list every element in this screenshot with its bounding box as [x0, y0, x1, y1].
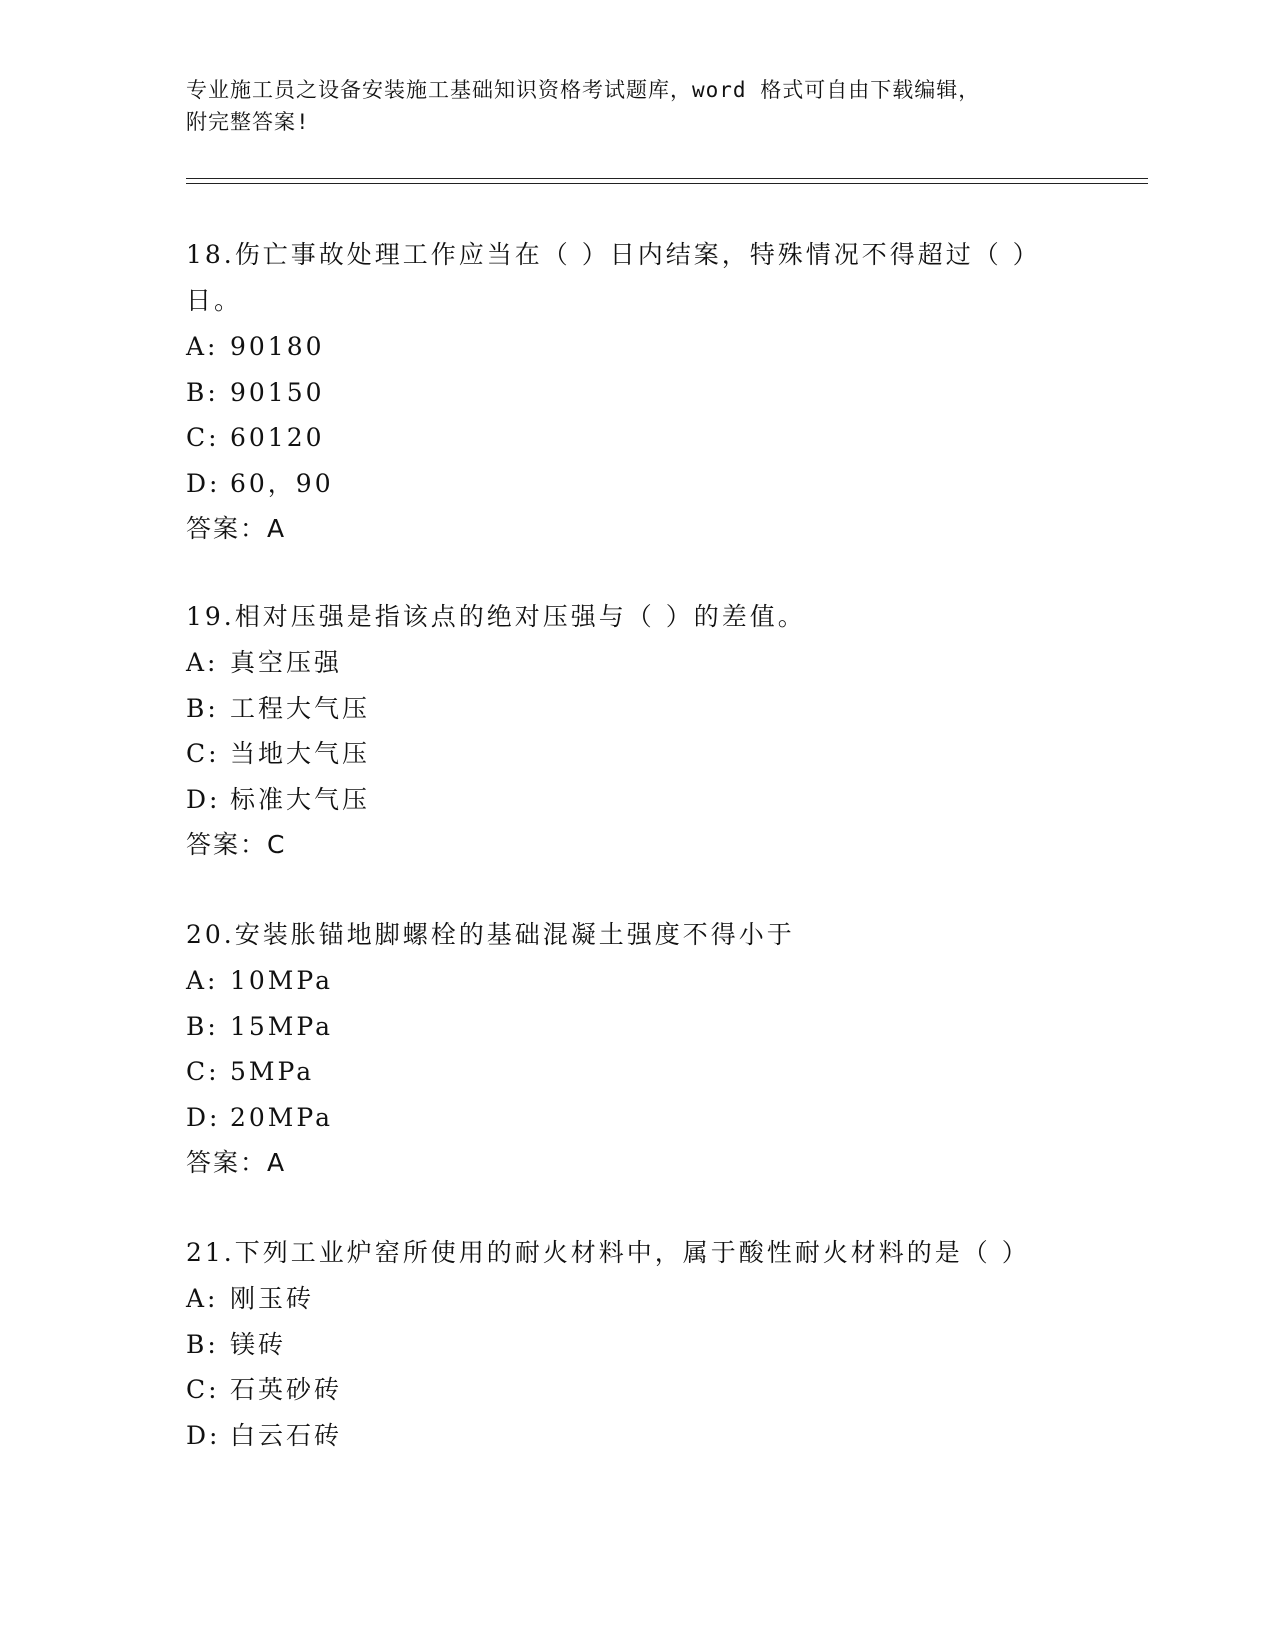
option-label: D:	[186, 1102, 221, 1132]
option-label: A:	[186, 648, 219, 677]
option-value: 20MPa	[230, 1102, 334, 1132]
option-label: B:	[186, 1329, 219, 1359]
question-19	[186, 594, 1086, 868]
option-b	[186, 370, 1086, 416]
answer: 答案：C	[186, 830, 287, 859]
option-b	[186, 686, 1086, 732]
option-b	[186, 1322, 1086, 1368]
option-label: A:	[186, 966, 219, 995]
option-value: 当地大气压	[230, 739, 371, 768]
question-text: 20.安装胀锚地脚螺栓的基础混凝土强度不得小于	[186, 920, 795, 949]
option-d	[186, 461, 1086, 507]
option-a	[186, 640, 1086, 686]
option-value: 10MPa	[230, 966, 334, 995]
option-label: C:	[186, 423, 220, 452]
option-a	[186, 1276, 1086, 1322]
question-18	[186, 232, 1086, 552]
option-label: D:	[186, 468, 221, 498]
option-value: 白云石砖	[230, 1420, 343, 1450]
option-c	[186, 731, 1086, 777]
question-text: 19.相对压强是指该点的绝对压强与（ ）的差值。	[186, 602, 806, 631]
option-c	[186, 415, 1086, 461]
option-label: C:	[186, 1057, 220, 1086]
option-label: C:	[186, 1375, 220, 1404]
question-21	[186, 1230, 1086, 1458]
option-label: C:	[186, 739, 220, 768]
question-text: 21.下列工业炉窑所使用的耐火材料中，属于酸性耐火材料的是（ ）	[186, 1238, 1030, 1267]
option-value: 镁砖	[230, 1329, 287, 1359]
answer: 答案：A	[186, 514, 287, 543]
header-divider-top	[186, 178, 1148, 179]
header-divider-bottom	[186, 183, 1148, 184]
header-line-2: 附完整答案!	[186, 110, 310, 134]
option-d	[186, 1095, 1086, 1141]
answer: 答案：A	[186, 1148, 287, 1177]
option-value: 90180	[230, 332, 325, 361]
page-header	[186, 74, 1086, 138]
option-label: D:	[186, 784, 221, 814]
option-b	[186, 1004, 1086, 1050]
option-value: 真空压强	[230, 648, 343, 677]
option-value: 石英砂砖	[230, 1375, 343, 1404]
option-c	[186, 1049, 1086, 1095]
option-c	[186, 1367, 1086, 1413]
option-value: 60，90	[230, 468, 334, 498]
option-label: B:	[186, 1011, 219, 1041]
option-value: 5MPa	[230, 1057, 315, 1086]
option-d	[186, 777, 1086, 823]
option-label: A:	[186, 1284, 219, 1313]
option-label: B:	[186, 377, 219, 407]
option-a	[186, 324, 1086, 370]
option-value: 工程大气压	[230, 693, 371, 723]
option-value: 60120	[230, 423, 325, 452]
option-value: 15MPa	[230, 1011, 334, 1041]
option-value: 标准大气压	[230, 784, 371, 814]
question-20	[186, 912, 1086, 1186]
option-value: 90150	[230, 377, 325, 407]
question-text: 18.伤亡事故处理工作应当在（ ）日内结案，特殊情况不得超过（ ）日。	[186, 240, 1041, 315]
option-label: A:	[186, 332, 219, 361]
option-d	[186, 1413, 1086, 1459]
option-value: 刚玉砖	[230, 1284, 315, 1313]
header-line-1: 专业施工员之设备安装施工基础知识资格考试题库，word 格式可自由下载编辑，	[186, 78, 981, 102]
option-label: D:	[186, 1420, 221, 1450]
option-a	[186, 958, 1086, 1004]
option-label: B:	[186, 693, 219, 723]
